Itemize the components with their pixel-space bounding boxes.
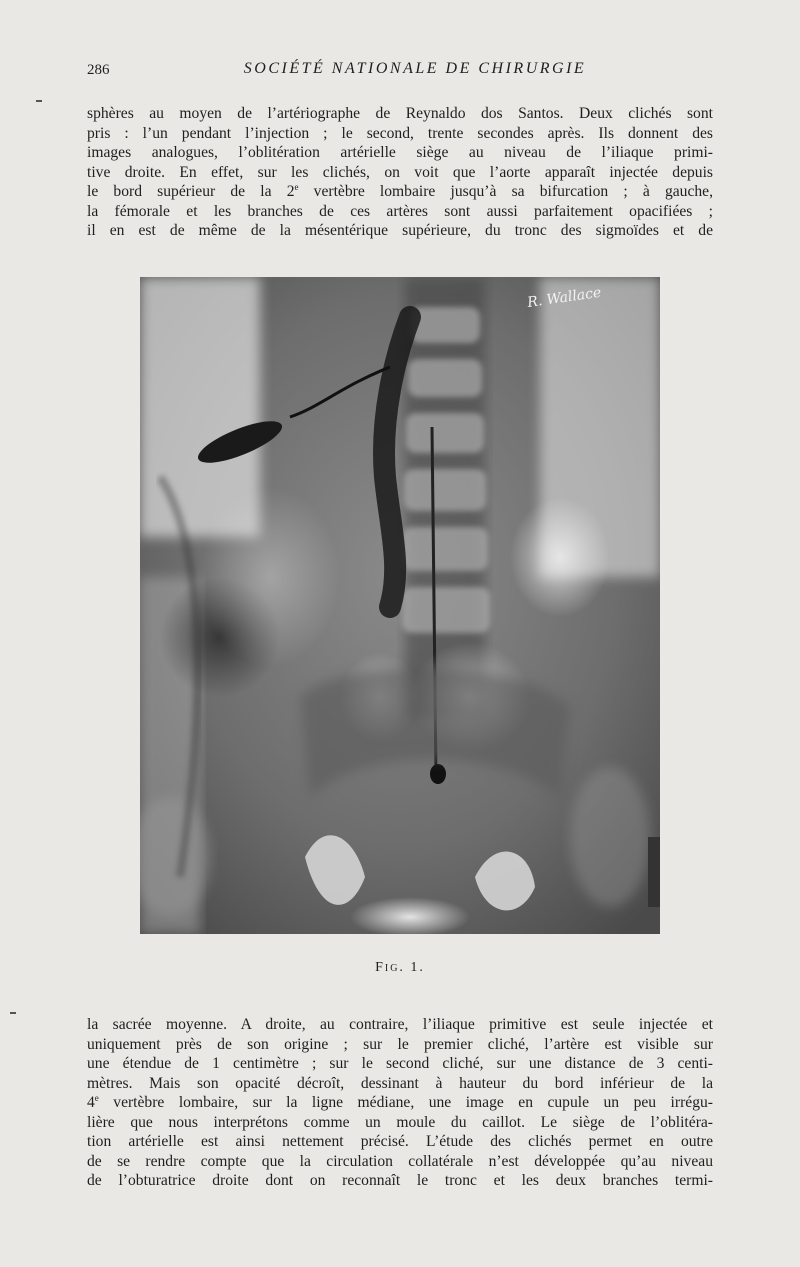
text-line: mètres. Mais son opacité décroît, dessinant à hauteur du bord inférieur de la (87, 1074, 713, 1092)
text-line: tive droite. En effet, sur les clichés, on voit que l’aorte apparaît injectée depuis (87, 163, 713, 181)
text-line: lière que nous interprétons comme un moule du caillot. Le siège de l’oblitéra- (87, 1113, 713, 1131)
text-line: uniquement près de son origine ; sur le premier cliché, l’artère est visible sur (87, 1035, 713, 1053)
text-line: sphères au moyen de l’artériographe de Reynaldo dos Santos. Deux clichés sont (87, 105, 713, 122)
running-title: SOCIÉTÉ NATIONALE DE CHIRURGIE (243, 60, 587, 77)
text-line: la fémorale et les branches de ces artères sont aussi parfaitement opacifiées ; (87, 202, 713, 220)
radiograph-figure (140, 277, 660, 934)
margin-mark (10, 1012, 16, 1014)
text-line: 4e vertèbre lombaire, sur la ligne médiane, une image en cupule un peu irrégu- (87, 1092, 713, 1111)
text-line: pris : l’un pendant l’injection ; le second, trente secondes après. Ils donnent des (87, 124, 713, 142)
text-line: il en est de même de la mésentérique supérieure, du tronc des sigmoïdes et de (87, 222, 713, 239)
text-line: le bord supérieur de la 2e vertèbre lombaire jusqu’à sa bifurcation ; à gauche, (87, 181, 713, 200)
text-line: la sacrée moyenne. A droite, au contraire, l’iliaque primitive est seule injectée et (87, 1016, 713, 1033)
text-line: une étendue de 1 centimètre ; sur le second cliché, sur une distance de 3 centi- (87, 1055, 713, 1072)
paragraph-top (87, 104, 713, 241)
paragraph-bottom (87, 1015, 713, 1191)
text-line: images analogues, l’oblitération artérielle siège au niveau de l’iliaque primi- (87, 144, 713, 161)
margin-mark (36, 100, 42, 102)
text-line: de l’obturatrice droite dont on reconnaît le tronc et les deux branches termi- (87, 1172, 713, 1189)
text-line: de se rendre compte que la circulation collatérale n’est développée qu’au niveau (87, 1152, 713, 1170)
xray-image (140, 277, 660, 934)
text-line: tion artérielle est ainsi nettement précisé. L’étude des clichés permet en outre (87, 1133, 713, 1150)
page-number: 286 (87, 62, 110, 78)
figure-caption: Fig. 1. (375, 960, 425, 975)
handwritten-annotation: R. Wallace (526, 284, 603, 311)
